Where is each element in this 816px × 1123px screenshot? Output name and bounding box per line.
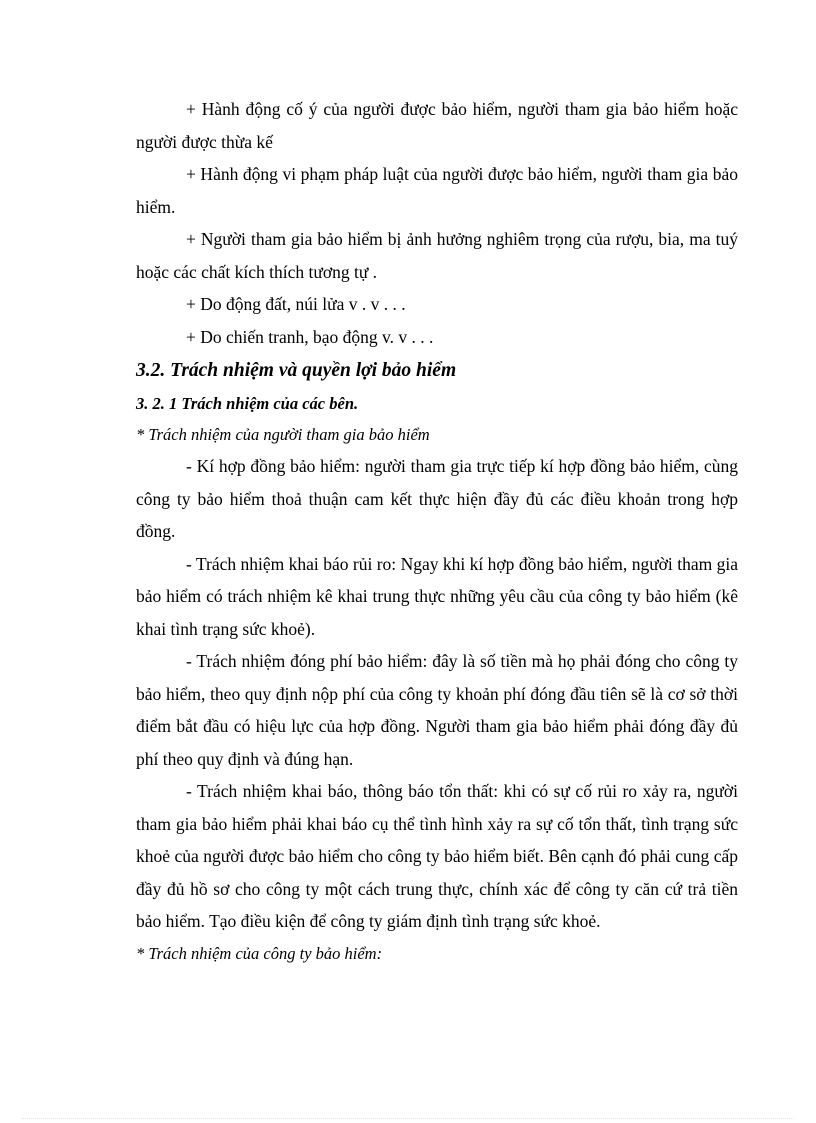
section-heading: 3.2. Trách nhiệm và quyền lợi bảo hiểm — [136, 360, 457, 381]
company-responsibility-heading: * Trách nhiệm của công ty bảo hiểm: — [136, 943, 383, 963]
document-page — [136, 93, 738, 969]
exclusion-paragraph-5: + Do chiến tranh, bạo động v. v . . . — [186, 326, 434, 347]
exclusion-paragraph-4: + Do động đất, núi lửa v . v . . . — [186, 294, 406, 314]
participant-paragraph-3: - Trách nhiệm đóng phí bảo hiểm: đây là số tiền mà họ phải đóng cho công ty bảo hiểm, theo quy định nộp phí của công ty khoản phí đóng đầu tiên sẽ là cơ sở thời điểm bắt đầu có hiệu lực của hợp đồng. Người tham gia bảo hiểm phải đóng đầy đủ phí theo quy định và đúng hạn. — [136, 651, 738, 769]
participant-responsibility-heading: * Trách nhiệm của người tham gia bảo hiểm — [136, 425, 430, 444]
participant-paragraph-4: - Trách nhiệm khai báo, thông báo tổn thất: khi có sự cố rủi ro xảy ra, người tham gia bảo hiểm phải khai báo cụ thể tình hình xảy ra sự cố tổn thất, tình trạng sức khoẻ của người được bảo hiểm cho công ty bảo hiểm biết. Bên cạnh đó phải cung cấp đầy đủ hồ sơ cho công ty một cách trung thực, chính xác để công ty căn cứ trả tiền bảo hiểm. Tạo điều kiện để công ty giám định tình trạng sức khoẻ. — [136, 781, 738, 931]
exclusion-paragraph-2: + Hành động vi phạm pháp luật của người được bảo hiểm, người tham gia bảo hiểm. — [136, 164, 738, 217]
participant-paragraph-2: - Trách nhiệm khai báo rủi ro: Ngay khi kí hợp đồng bảo hiểm, người tham gia bảo hiểm có trách nhiệm kê khai trung thực những yêu cầu của công ty bảo hiểm (kê khai tình trạng sức khoẻ). — [136, 553, 738, 639]
subsection-heading: 3. 2. 1 Trách nhiệm của các bên. — [136, 394, 359, 413]
exclusion-paragraph-3: + Người tham gia bảo hiểm bị ảnh hưởng nghiêm trọng của rượu, bia, ma tuý hoặc các chất kích thích tương tự . — [136, 229, 738, 282]
page-bottom-rule — [22, 1118, 794, 1119]
exclusion-paragraph-1: + Hành động cố ý của người được bảo hiểm, người tham gia bảo hiểm hoặc người được thừa kế — [136, 99, 738, 152]
participant-paragraph-1: - Kí hợp đồng bảo hiểm: người tham gia trực tiếp kí hợp đồng bảo hiểm, cùng công ty bảo hiểm thoả thuận cam kết thực hiện đầy đủ các điều khoản trong hợp đồng. — [136, 456, 738, 541]
